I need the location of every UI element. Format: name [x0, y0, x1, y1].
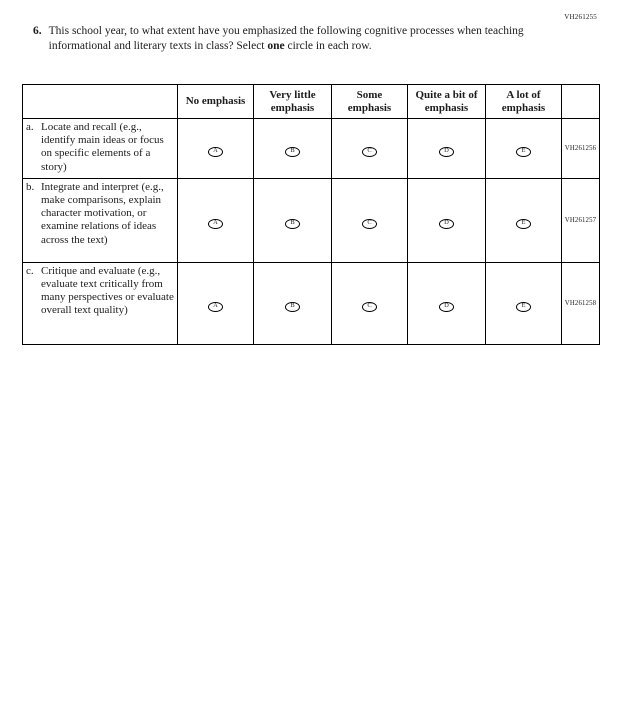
option-cell [486, 178, 562, 262]
row-label: Locate and recall (e.g., identify main ideas or focus on specific elements of a story) [41, 121, 164, 173]
question-text-before: This school year, to what extent have you emphasized the following cognitive processes when teaching informational and literary texts in class? Select [48, 25, 524, 53]
answer-bubble-c3[interactable] [362, 302, 377, 312]
option-cell [408, 178, 486, 262]
column-header-a-lot: A lot of emphasis [486, 85, 562, 119]
bubble-letter: A [213, 302, 218, 310]
row-label: Critique and evaluate (e.g., evaluate text critically from many perspectives or evaluate overall text quality) [41, 264, 174, 317]
row-code: VH261257 [562, 178, 600, 262]
bubble-letter: D [444, 219, 449, 227]
header-empty-cell [23, 85, 178, 119]
header-row [23, 85, 600, 119]
bubble-letter: C [367, 147, 372, 155]
answer-bubble-b4[interactable] [439, 219, 454, 229]
header-code-cell [562, 85, 600, 119]
row-letter: b. [26, 180, 35, 193]
answer-bubble-b3[interactable] [362, 219, 377, 229]
row-label-cell [23, 178, 178, 262]
row-label-cell [23, 119, 178, 179]
answer-bubble-b1[interactable] [208, 219, 223, 229]
table-row-b [23, 178, 600, 262]
option-cell [178, 178, 254, 262]
column-header-no-emphasis: No emphasis [178, 85, 254, 119]
question-text [49, 24, 543, 54]
form-code-top: VH261255 [564, 13, 597, 21]
option-cell [408, 262, 486, 344]
column-header-some: Some emphasis [332, 85, 408, 119]
answer-bubble-a3[interactable] [362, 147, 377, 157]
row-label: Integrate and interpret (e.g., make comparisons, explain character motivation, or examine relations of ideas across the text) [41, 180, 164, 246]
table-row-c [23, 262, 600, 344]
option-cell [408, 119, 486, 179]
option-cell [332, 119, 408, 179]
row-label-cell [23, 262, 178, 344]
bubble-letter: C [367, 219, 372, 227]
question-block [33, 24, 543, 54]
answer-bubble-c2[interactable] [285, 302, 300, 312]
row-code: VH261258 [562, 262, 600, 344]
option-cell [178, 119, 254, 179]
table-row-a [23, 119, 600, 179]
bubble-letter: D [444, 147, 449, 155]
column-header-quite-a-bit: Quite a bit of emphasis [408, 85, 486, 119]
option-cell [254, 262, 332, 344]
row-letter: c. [26, 264, 34, 277]
answer-bubble-b2[interactable] [285, 219, 300, 229]
answer-bubble-a1[interactable] [208, 147, 223, 157]
response-matrix-table [22, 84, 600, 345]
row-code: VH261256 [562, 119, 600, 179]
bubble-letter: A [213, 219, 218, 227]
option-cell [486, 119, 562, 179]
question-number: 6. [33, 25, 42, 37]
bubble-letter: B [290, 219, 295, 227]
answer-bubble-c4[interactable] [439, 302, 454, 312]
answer-bubble-c5[interactable] [516, 302, 531, 312]
bubble-letter: A [213, 147, 218, 155]
bubble-letter: B [290, 147, 295, 155]
column-header-very-little: Very little emphasis [254, 85, 332, 119]
answer-bubble-b5[interactable] [516, 219, 531, 229]
bubble-letter: E [521, 219, 526, 227]
bubble-letter: E [521, 147, 526, 155]
answer-bubble-a4[interactable] [439, 147, 454, 157]
question-text-bold: one [267, 40, 285, 53]
bubble-letter: E [521, 302, 526, 310]
option-cell [254, 119, 332, 179]
bubble-letter: C [367, 302, 372, 310]
option-cell [254, 178, 332, 262]
option-cell [332, 262, 408, 344]
bubble-letter: B [290, 302, 295, 310]
option-cell [332, 178, 408, 262]
answer-bubble-a5[interactable] [516, 147, 531, 157]
answer-bubble-c1[interactable] [208, 302, 223, 312]
option-cell [486, 262, 562, 344]
option-cell [178, 262, 254, 344]
row-letter: a. [26, 121, 34, 133]
answer-bubble-a2[interactable] [285, 147, 300, 157]
bubble-letter: D [444, 302, 449, 310]
question-text-after: circle in each row. [284, 40, 372, 53]
